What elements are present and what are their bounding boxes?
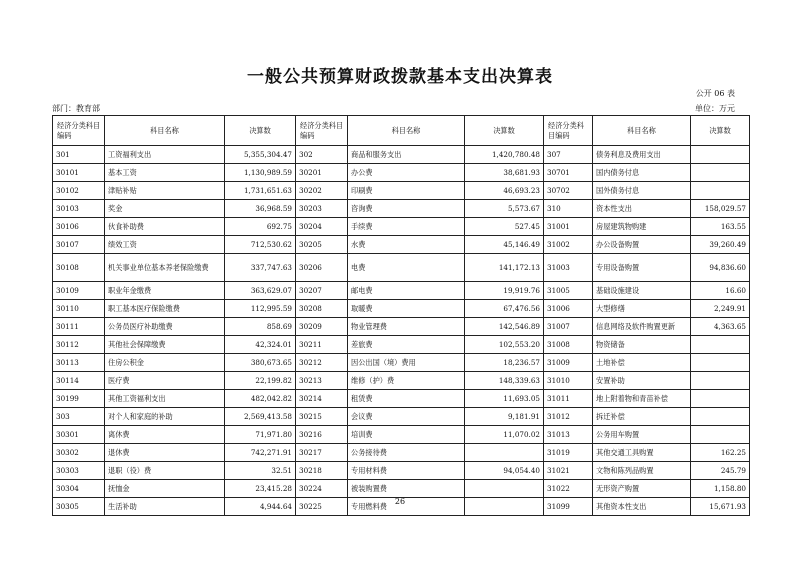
header-amount-3: 决算数 <box>691 116 750 146</box>
name-cell: 公务员医疗补助缴费 <box>105 318 225 336</box>
amount-cell <box>691 164 750 182</box>
department-label: 部门：教育部 <box>52 104 100 113</box>
name-cell: 基本工资 <box>105 164 225 182</box>
name-cell: 债务利息及费用支出 <box>593 146 691 164</box>
code-cell: 30301 <box>53 426 105 444</box>
name-cell: 奖金 <box>105 200 225 218</box>
code-cell: 30113 <box>53 354 105 372</box>
amount-cell: 162.25 <box>691 444 750 462</box>
code-cell: 30206 <box>296 254 348 282</box>
name-cell: 无形资产购置 <box>593 480 691 498</box>
name-cell: 其他交通工具购置 <box>593 444 691 462</box>
amount-cell: 1,158.80 <box>691 480 750 498</box>
name-cell: 维修（护）费 <box>348 372 465 390</box>
name-cell: 培训费 <box>348 426 465 444</box>
header-name-2: 科目名称 <box>348 116 465 146</box>
amount-cell: 380,673.65 <box>225 354 296 372</box>
amount-cell: 94,054.40 <box>465 462 544 480</box>
code-cell: 30103 <box>53 200 105 218</box>
name-cell: 房屋建筑物购建 <box>593 218 691 236</box>
name-cell: 资本性支出 <box>593 200 691 218</box>
amount-cell: 858.69 <box>225 318 296 336</box>
code-cell: 30701 <box>544 164 593 182</box>
amount-cell <box>691 146 750 164</box>
code-cell: 30107 <box>53 236 105 254</box>
amount-cell: 9,181.91 <box>465 408 544 426</box>
amount-cell <box>691 426 750 444</box>
name-cell: 咨询费 <box>348 200 465 218</box>
code-cell: 30213 <box>296 372 348 390</box>
name-cell: 工资福利支出 <box>105 146 225 164</box>
name-cell: 专用设备购置 <box>593 254 691 282</box>
amount-cell <box>691 390 750 408</box>
name-cell: 退休费 <box>105 444 225 462</box>
name-cell: 办公费 <box>348 164 465 182</box>
amount-cell: 5,573.67 <box>465 200 544 218</box>
page-title: 一般公共预算财政拨款基本支出决算表 <box>247 67 553 87</box>
amount-cell: 45,146.49 <box>465 236 544 254</box>
code-cell: 30110 <box>53 300 105 318</box>
table-row <box>53 254 750 282</box>
code-cell: 30199 <box>53 390 105 408</box>
code-cell: 30217 <box>296 444 348 462</box>
code-cell: 310 <box>544 200 593 218</box>
unit-label: 单位：万元 <box>695 104 735 113</box>
name-cell: 绩效工资 <box>105 236 225 254</box>
page-number: 26 <box>394 497 406 506</box>
table-row <box>53 372 750 390</box>
name-cell: 津贴补贴 <box>105 182 225 200</box>
code-cell: 30204 <box>296 218 348 236</box>
amount-cell: 16.60 <box>691 282 750 300</box>
name-cell: 抚恤金 <box>105 480 225 498</box>
code-cell: 31006 <box>544 300 593 318</box>
code-cell: 30203 <box>296 200 348 218</box>
amount-cell: 141,172.13 <box>465 254 544 282</box>
amount-cell: 112,995.59 <box>225 300 296 318</box>
amount-cell <box>691 336 750 354</box>
amount-cell: 32.51 <box>225 462 296 480</box>
code-cell: 30112 <box>53 336 105 354</box>
name-cell: 公务接待费 <box>348 444 465 462</box>
amount-cell: 482,042.82 <box>225 390 296 408</box>
table-row <box>53 354 750 372</box>
expenditure-table <box>52 115 750 516</box>
amount-cell <box>691 372 750 390</box>
amount-cell: 42,324.01 <box>225 336 296 354</box>
amount-cell <box>691 182 750 200</box>
amount-cell: 148,339.63 <box>465 372 544 390</box>
name-cell: 退职（役）费 <box>105 462 225 480</box>
code-cell: 31099 <box>544 498 593 516</box>
code-cell: 30102 <box>53 182 105 200</box>
name-cell: 其他工资福利支出 <box>105 390 225 408</box>
name-cell: 职业年金缴费 <box>105 282 225 300</box>
table-row <box>53 236 750 254</box>
code-cell: 30106 <box>53 218 105 236</box>
name-cell: 伙食补助费 <box>105 218 225 236</box>
code-cell: 30303 <box>53 462 105 480</box>
code-cell: 31005 <box>544 282 593 300</box>
amount-cell: 1,130,989.59 <box>225 164 296 182</box>
name-cell: 基础设施建设 <box>593 282 691 300</box>
amount-cell: 94,836.60 <box>691 254 750 282</box>
header-code-2: 经济分类科目编码 <box>296 116 348 146</box>
amount-cell: 102,553.20 <box>465 336 544 354</box>
code-cell: 30218 <box>296 462 348 480</box>
code-cell: 31012 <box>544 408 593 426</box>
code-cell: 30202 <box>296 182 348 200</box>
table-row <box>53 200 750 218</box>
code-cell: 30101 <box>53 164 105 182</box>
name-cell: 公务用车购置 <box>593 426 691 444</box>
code-cell: 30209 <box>296 318 348 336</box>
name-cell: 生活补助 <box>105 498 225 516</box>
code-cell: 31007 <box>544 318 593 336</box>
code-cell: 30305 <box>53 498 105 516</box>
name-cell: 取暖费 <box>348 300 465 318</box>
amount-cell: 67,476.56 <box>465 300 544 318</box>
name-cell: 国外债务付息 <box>593 182 691 200</box>
header-amount-2: 决算数 <box>465 116 544 146</box>
table-row <box>53 336 750 354</box>
name-cell: 手续费 <box>348 218 465 236</box>
name-cell: 印刷费 <box>348 182 465 200</box>
name-cell: 拆迁补偿 <box>593 408 691 426</box>
name-cell: 机关事业单位基本养老保险缴费 <box>105 254 225 282</box>
code-cell: 30201 <box>296 164 348 182</box>
code-cell: 31019 <box>544 444 593 462</box>
amount-cell: 1,731,651.63 <box>225 182 296 200</box>
amount-cell: 2,569,413.58 <box>225 408 296 426</box>
name-cell: 其他资本性支出 <box>593 498 691 516</box>
code-cell: 30207 <box>296 282 348 300</box>
header-code-3: 经济分类科目编码 <box>544 116 593 146</box>
name-cell: 住房公积金 <box>105 354 225 372</box>
amount-cell <box>691 408 750 426</box>
amount-cell: 363,629.07 <box>225 282 296 300</box>
code-cell: 31011 <box>544 390 593 408</box>
code-cell: 30302 <box>53 444 105 462</box>
table-row <box>53 426 750 444</box>
name-cell: 水费 <box>348 236 465 254</box>
amount-cell: 245.79 <box>691 462 750 480</box>
name-cell: 医疗费 <box>105 372 225 390</box>
table-row <box>53 164 750 182</box>
header-amount-1: 决算数 <box>225 116 296 146</box>
amount-cell: 46,693.23 <box>465 182 544 200</box>
code-cell: 31021 <box>544 462 593 480</box>
code-cell: 31008 <box>544 336 593 354</box>
amount-cell: 22,199.82 <box>225 372 296 390</box>
name-cell: 地上附着物和青苗补偿 <box>593 390 691 408</box>
table-row <box>53 444 750 462</box>
name-cell: 专用燃料费 <box>348 498 465 516</box>
code-cell: 30212 <box>296 354 348 372</box>
amount-cell: 742,271.91 <box>225 444 296 462</box>
name-cell: 电费 <box>348 254 465 282</box>
header-code-1: 经济分类科目编码 <box>53 116 105 146</box>
code-cell: 30224 <box>296 480 348 498</box>
name-cell: 文物和陈列品购置 <box>593 462 691 480</box>
amount-cell: 11,070.02 <box>465 426 544 444</box>
amount-cell: 15,671.93 <box>691 498 750 516</box>
table-row <box>53 182 750 200</box>
amount-cell: 337,747.63 <box>225 254 296 282</box>
amount-cell: 4,944.64 <box>225 498 296 516</box>
code-cell: 30225 <box>296 498 348 516</box>
code-cell: 307 <box>544 146 593 164</box>
table-body <box>53 146 750 516</box>
name-cell: 离休费 <box>105 426 225 444</box>
code-cell: 30109 <box>53 282 105 300</box>
code-cell: 30114 <box>53 372 105 390</box>
name-cell: 土地补偿 <box>593 354 691 372</box>
code-cell: 30214 <box>296 390 348 408</box>
amount-cell: 36,968.59 <box>225 200 296 218</box>
amount-cell: 19,919.76 <box>465 282 544 300</box>
name-cell: 商品和服务支出 <box>348 146 465 164</box>
code-cell: 31003 <box>544 254 593 282</box>
name-cell: 对个人和家庭的补助 <box>105 408 225 426</box>
table-row <box>53 218 750 236</box>
code-cell: 30111 <box>53 318 105 336</box>
amount-cell: 39,260.49 <box>691 236 750 254</box>
amount-cell: 2,249.91 <box>691 300 750 318</box>
name-cell: 大型修缮 <box>593 300 691 318</box>
name-cell: 国内债务付息 <box>593 164 691 182</box>
amount-cell <box>465 444 544 462</box>
code-cell: 30208 <box>296 300 348 318</box>
table-row <box>53 146 750 164</box>
name-cell: 租赁费 <box>348 390 465 408</box>
name-cell: 被装购置费 <box>348 480 465 498</box>
amount-cell: 38,681.93 <box>465 164 544 182</box>
code-cell: 302 <box>296 146 348 164</box>
table-row <box>53 390 750 408</box>
code-cell: 31001 <box>544 218 593 236</box>
header-name-1: 科目名称 <box>105 116 225 146</box>
code-cell: 301 <box>53 146 105 164</box>
name-cell: 会议费 <box>348 408 465 426</box>
table-row <box>53 318 750 336</box>
code-cell: 31002 <box>544 236 593 254</box>
amount-cell: 158,029.57 <box>691 200 750 218</box>
code-cell: 30108 <box>53 254 105 282</box>
name-cell: 物业管理费 <box>348 318 465 336</box>
amount-cell <box>465 480 544 498</box>
name-cell: 专用材料费 <box>348 462 465 480</box>
code-cell: 31009 <box>544 354 593 372</box>
code-cell: 30205 <box>296 236 348 254</box>
amount-cell: 5,355,304.47 <box>225 146 296 164</box>
amount-cell: 71,971.80 <box>225 426 296 444</box>
name-cell: 物资储备 <box>593 336 691 354</box>
name-cell: 信息网络及软件购置更新 <box>593 318 691 336</box>
name-cell: 办公设备购置 <box>593 236 691 254</box>
form-number: 公开 06 表 <box>695 89 735 98</box>
name-cell: 差旅费 <box>348 336 465 354</box>
code-cell: 30215 <box>296 408 348 426</box>
code-cell: 303 <box>53 408 105 426</box>
amount-cell: 163.55 <box>691 218 750 236</box>
name-cell: 安置补助 <box>593 372 691 390</box>
table-row <box>53 282 750 300</box>
name-cell: 职工基本医疗保险缴费 <box>105 300 225 318</box>
amount-cell: 527.45 <box>465 218 544 236</box>
code-cell: 30702 <box>544 182 593 200</box>
table-row <box>53 462 750 480</box>
amount-cell: 4,363.65 <box>691 318 750 336</box>
code-cell: 31022 <box>544 480 593 498</box>
table-header-row <box>53 116 750 146</box>
table-row <box>53 480 750 498</box>
amount-cell: 1,420,780.48 <box>465 146 544 164</box>
code-cell: 31013 <box>544 426 593 444</box>
code-cell: 30216 <box>296 426 348 444</box>
amount-cell: 142,546.89 <box>465 318 544 336</box>
header-name-3: 科目名称 <box>593 116 691 146</box>
code-cell: 31010 <box>544 372 593 390</box>
amount-cell: 18,236.57 <box>465 354 544 372</box>
amount-cell: 712,530.62 <box>225 236 296 254</box>
code-cell: 30304 <box>53 480 105 498</box>
name-cell: 因公出国（境）费用 <box>348 354 465 372</box>
amount-cell: 23,415.28 <box>225 480 296 498</box>
name-cell: 其他社会保障缴费 <box>105 336 225 354</box>
amount-cell: 692.75 <box>225 218 296 236</box>
amount-cell <box>691 354 750 372</box>
table-row <box>53 300 750 318</box>
name-cell: 邮电费 <box>348 282 465 300</box>
amount-cell: 11,693.05 <box>465 390 544 408</box>
code-cell: 30211 <box>296 336 348 354</box>
table-row <box>53 408 750 426</box>
